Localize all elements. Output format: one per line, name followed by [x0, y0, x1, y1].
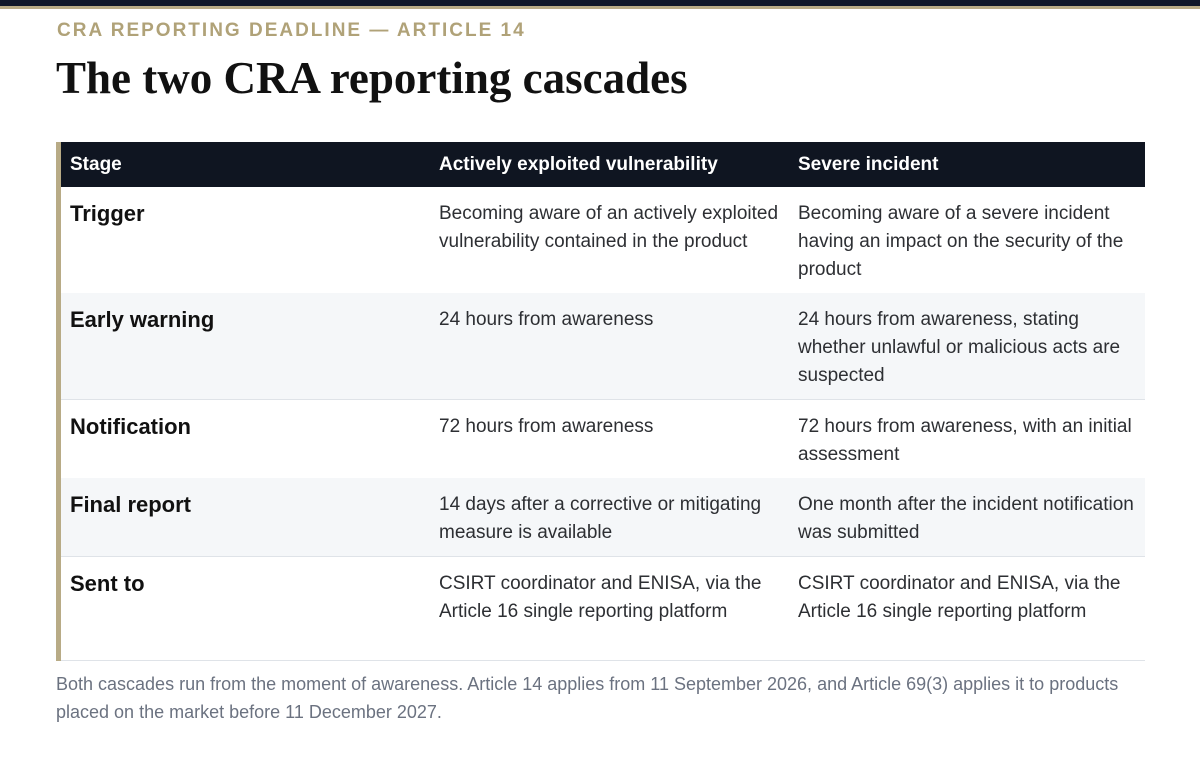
vulnerability-cell: 72 hours from awareness [439, 416, 654, 437]
table-row [61, 293, 1145, 400]
incident-cell: 72 hours from awareness, with an initial assessment [798, 416, 1132, 465]
vulnerability-cell: CSIRT coordinator and ENISA, via the Article 16 single reporting platform [430, 557, 789, 661]
vulnerability-cell: Becoming aware of an actively exploited vulnerability contained in the product [439, 203, 779, 252]
vulnerability-cell: 14 days after a corrective or mitigating measure is available [430, 478, 789, 557]
top-accent-rule [0, 0, 1200, 9]
stage-cell: Final report [61, 478, 430, 557]
incident-cell: 24 hours from awareness, stating whether unlawful or malicious acts are suspected [789, 293, 1145, 400]
table-row [61, 478, 1145, 557]
vulnerability-cell: 24 hours from awareness [430, 293, 789, 400]
table-row [61, 557, 1145, 661]
incident-cell: One month after the incident notification was submitted [789, 478, 1145, 557]
table-row [61, 187, 1145, 293]
incident-cell: CSIRT coordinator and ENISA, via the Article 16 single reporting platform [789, 557, 1145, 661]
table-row [61, 400, 1145, 479]
header-stage: Stage [70, 153, 122, 175]
table-header-row [61, 142, 1145, 187]
page-title: The two CRA reporting cascades [56, 53, 688, 103]
stage-cell: Notification [70, 414, 191, 439]
eyebrow-label: CRA REPORTING DEADLINE — ARTICLE 14 [57, 20, 526, 41]
cascade-table [56, 142, 1145, 661]
incident-cell: Becoming aware of a severe incident having an impact on the security of the product [798, 203, 1124, 280]
header-vulnerability: Actively exploited vulnerability [439, 153, 718, 175]
stage-cell: Trigger [70, 201, 145, 226]
stage-cell: Sent to [61, 557, 430, 661]
header-incident: Severe incident [798, 153, 939, 175]
footnote: Both cascades run from the moment of awareness. Article 14 applies from 11 September 2026, and Article 69(3) applies it to products placed on the market before 11 December 2027. [56, 674, 1119, 722]
stage-cell: Early warning [61, 293, 430, 400]
